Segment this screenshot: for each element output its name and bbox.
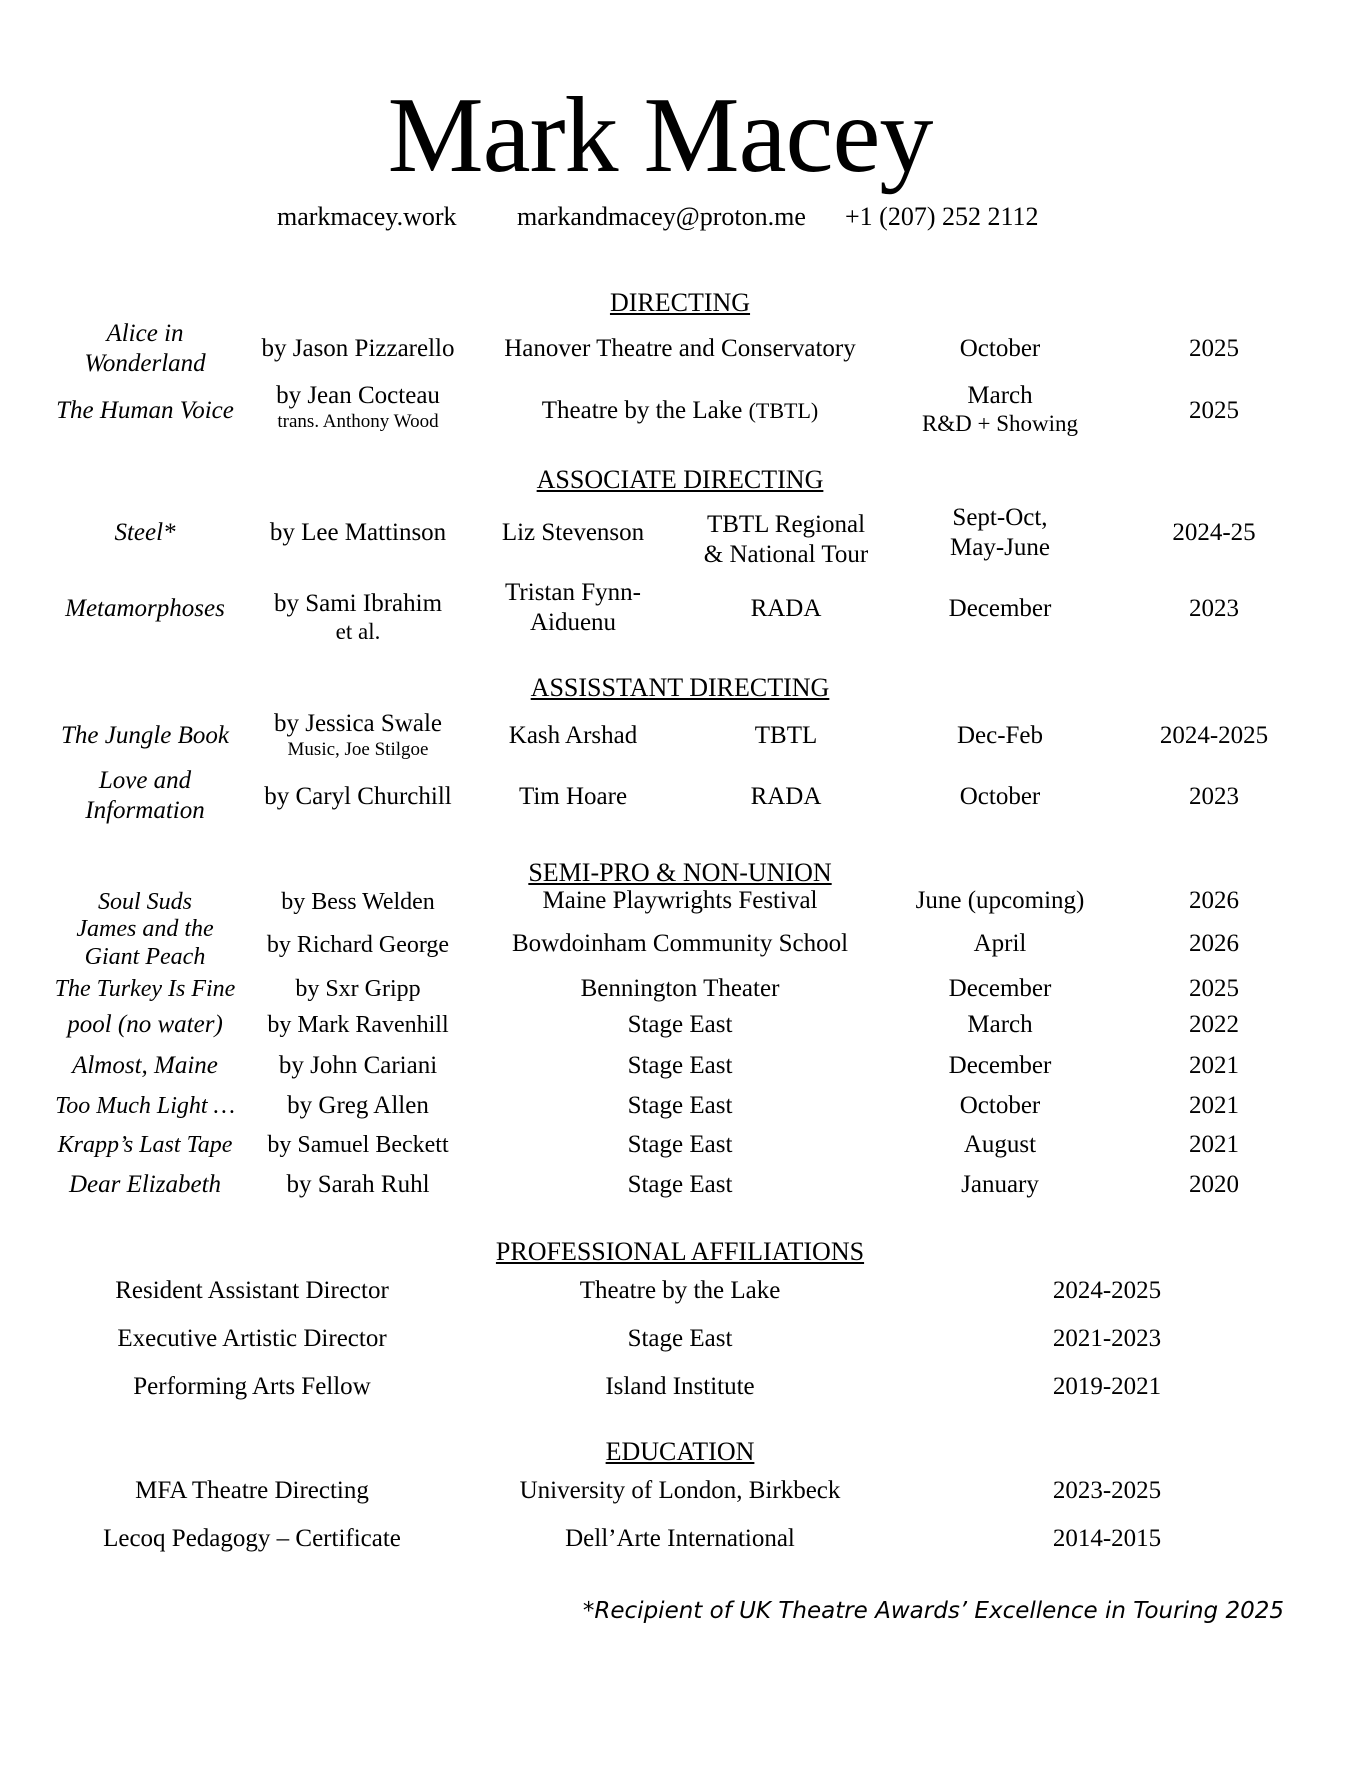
organization: Theatre by the Lake bbox=[579, 1277, 781, 1304]
director: Liz Stevenson bbox=[501, 519, 645, 546]
venue: Maine Playwrights Festival bbox=[542, 887, 818, 914]
years: 2019-2021 bbox=[1052, 1373, 1162, 1400]
venue: Stage East bbox=[627, 1131, 733, 1158]
month: March bbox=[967, 382, 1033, 409]
venue: Bowdoinham Community School bbox=[511, 930, 849, 957]
director: Aiduenu bbox=[529, 609, 617, 636]
company: TBTL Regional bbox=[706, 511, 866, 538]
venue: Stage East bbox=[627, 1092, 733, 1119]
section-title-directing: DIRECTING bbox=[609, 288, 751, 317]
degree: MFA Theatre Directing bbox=[135, 1477, 369, 1504]
production-title: Information bbox=[85, 797, 205, 824]
author: by Jessica Swale bbox=[273, 710, 443, 737]
month: Dec-Feb bbox=[956, 722, 1044, 749]
venue-note: (TBTL) bbox=[748, 398, 819, 423]
year: 2023 bbox=[1189, 595, 1239, 622]
month: March bbox=[967, 1011, 1033, 1038]
year: 2023 bbox=[1189, 783, 1239, 810]
month: December bbox=[948, 1052, 1052, 1079]
director: Tim Hoare bbox=[518, 783, 628, 810]
company: RADA bbox=[750, 595, 822, 622]
venue: Hanover Theatre and Conservatory bbox=[504, 335, 856, 362]
school: University of London, Birkbeck bbox=[519, 1477, 841, 1504]
author: by Lee Mattinson bbox=[269, 519, 447, 546]
website-link[interactable]: markmacey.work bbox=[277, 202, 457, 231]
venue: Stage East bbox=[627, 1011, 733, 1038]
production-title: Soul Suds bbox=[97, 889, 193, 915]
production-title: Krapp’s Last Tape bbox=[57, 1132, 233, 1158]
author: by Jean Cocteau bbox=[276, 382, 440, 409]
venue: Stage East bbox=[627, 1171, 733, 1198]
author-note: et al. bbox=[335, 619, 381, 644]
director: Kash Arshad bbox=[508, 722, 638, 749]
section-title-assistant-directing: ASSISSTANT DIRECTING bbox=[530, 673, 830, 702]
month: April bbox=[973, 930, 1027, 957]
author-note: Music, Joe Stilgoe bbox=[287, 739, 429, 760]
venue: Bennington Theater bbox=[580, 975, 780, 1002]
author: by John Cariani bbox=[278, 1052, 438, 1079]
year: 2025 bbox=[1189, 397, 1239, 424]
degree: Lecoq Pedagogy – Certificate bbox=[103, 1525, 401, 1552]
years: 2014-2015 bbox=[1052, 1525, 1162, 1552]
author-note: trans. Anthony Wood bbox=[277, 411, 439, 432]
month: January bbox=[961, 1171, 1039, 1198]
author: by Sami Ibrahim bbox=[273, 590, 443, 617]
month: December bbox=[948, 975, 1052, 1002]
production-title: Love and bbox=[98, 767, 192, 794]
year: 2020 bbox=[1189, 1171, 1239, 1198]
production-title: Almost, Maine bbox=[72, 1052, 218, 1079]
production-title: Giant Peach bbox=[84, 944, 206, 970]
production-title: Too Much Light … bbox=[55, 1093, 235, 1119]
phone-number: +1 (207) 252 2112 bbox=[845, 202, 1039, 231]
author: by Mark Ravenhill bbox=[267, 1012, 449, 1038]
year: 2024-25 bbox=[1172, 519, 1256, 546]
month: May-June bbox=[950, 534, 1050, 561]
month: June (upcoming) bbox=[915, 887, 1085, 914]
section-title-education: EDUCATION bbox=[605, 1437, 755, 1466]
month: December bbox=[948, 595, 1052, 622]
page-title: Mark Macey bbox=[387, 76, 933, 195]
production-title: The Turkey Is Fine bbox=[54, 976, 236, 1002]
role: Executive Artistic Director bbox=[117, 1325, 387, 1352]
production-title: The Jungle Book bbox=[60, 722, 230, 749]
month-note: R&D + Showing bbox=[921, 411, 1079, 436]
production-title: Steel* bbox=[114, 519, 176, 546]
author: by Samuel Beckett bbox=[267, 1132, 449, 1158]
role: Performing Arts Fellow bbox=[133, 1373, 371, 1400]
production-title: pool (no water) bbox=[67, 1011, 223, 1038]
years: 2021-2023 bbox=[1052, 1325, 1162, 1352]
production-title: James and the bbox=[76, 916, 214, 942]
year: 2025 bbox=[1189, 975, 1239, 1002]
venue: Theatre by the Lake bbox=[541, 397, 743, 424]
email-link[interactable]: markandmacey@proton.me bbox=[517, 202, 806, 231]
author: by Sarah Ruhl bbox=[286, 1171, 430, 1198]
author: by Jason Pizzarello bbox=[261, 335, 455, 362]
organization: Stage East bbox=[627, 1325, 733, 1352]
year: 2022 bbox=[1189, 1011, 1239, 1038]
company: TBTL bbox=[754, 722, 818, 749]
author: by Sxr Gripp bbox=[295, 976, 421, 1002]
year: 2026 bbox=[1189, 887, 1239, 914]
author: by Caryl Churchill bbox=[264, 783, 452, 810]
author: by Greg Allen bbox=[287, 1092, 429, 1119]
year: 2021 bbox=[1189, 1131, 1239, 1158]
section-title-semi-pro: SEMI-PRO & NON-UNION bbox=[528, 858, 832, 887]
venue: Stage East bbox=[627, 1052, 733, 1079]
year: 2025 bbox=[1189, 335, 1239, 362]
production-title: The Human Voice bbox=[56, 397, 234, 424]
company: & National Tour bbox=[703, 541, 869, 568]
author: by Bess Welden bbox=[281, 889, 435, 915]
organization: Island Institute bbox=[605, 1373, 755, 1400]
month: October bbox=[959, 335, 1041, 362]
production-title: Dear Elizabeth bbox=[68, 1171, 222, 1198]
month: August bbox=[963, 1131, 1037, 1158]
year: 2024-2025 bbox=[1159, 722, 1269, 749]
production-title: Metamorphoses bbox=[65, 595, 225, 622]
production-title: Wonderland bbox=[84, 350, 206, 377]
month: Sept-Oct, bbox=[952, 504, 1048, 531]
year: 2026 bbox=[1189, 930, 1239, 957]
month: October bbox=[959, 1092, 1041, 1119]
company: RADA bbox=[750, 783, 822, 810]
school: Dell’Arte International bbox=[565, 1525, 795, 1552]
director: Tristan Fynn- bbox=[505, 579, 641, 606]
years: 2024-2025 bbox=[1052, 1277, 1162, 1304]
author: by Richard George bbox=[266, 932, 450, 958]
section-title-associate-directing: ASSOCIATE DIRECTING bbox=[536, 465, 824, 494]
production-title: Alice in bbox=[106, 320, 184, 347]
month: October bbox=[959, 783, 1041, 810]
section-title-affiliations: PROFESSIONAL AFFILIATIONS bbox=[495, 1237, 865, 1266]
year: 2021 bbox=[1189, 1092, 1239, 1119]
award-footnote: *Recipient of UK Theatre Awards’ Excellence in Touring 2025 bbox=[582, 1598, 1284, 1624]
role: Resident Assistant Director bbox=[115, 1277, 389, 1304]
year: 2021 bbox=[1189, 1052, 1239, 1079]
years: 2023-2025 bbox=[1052, 1477, 1162, 1504]
